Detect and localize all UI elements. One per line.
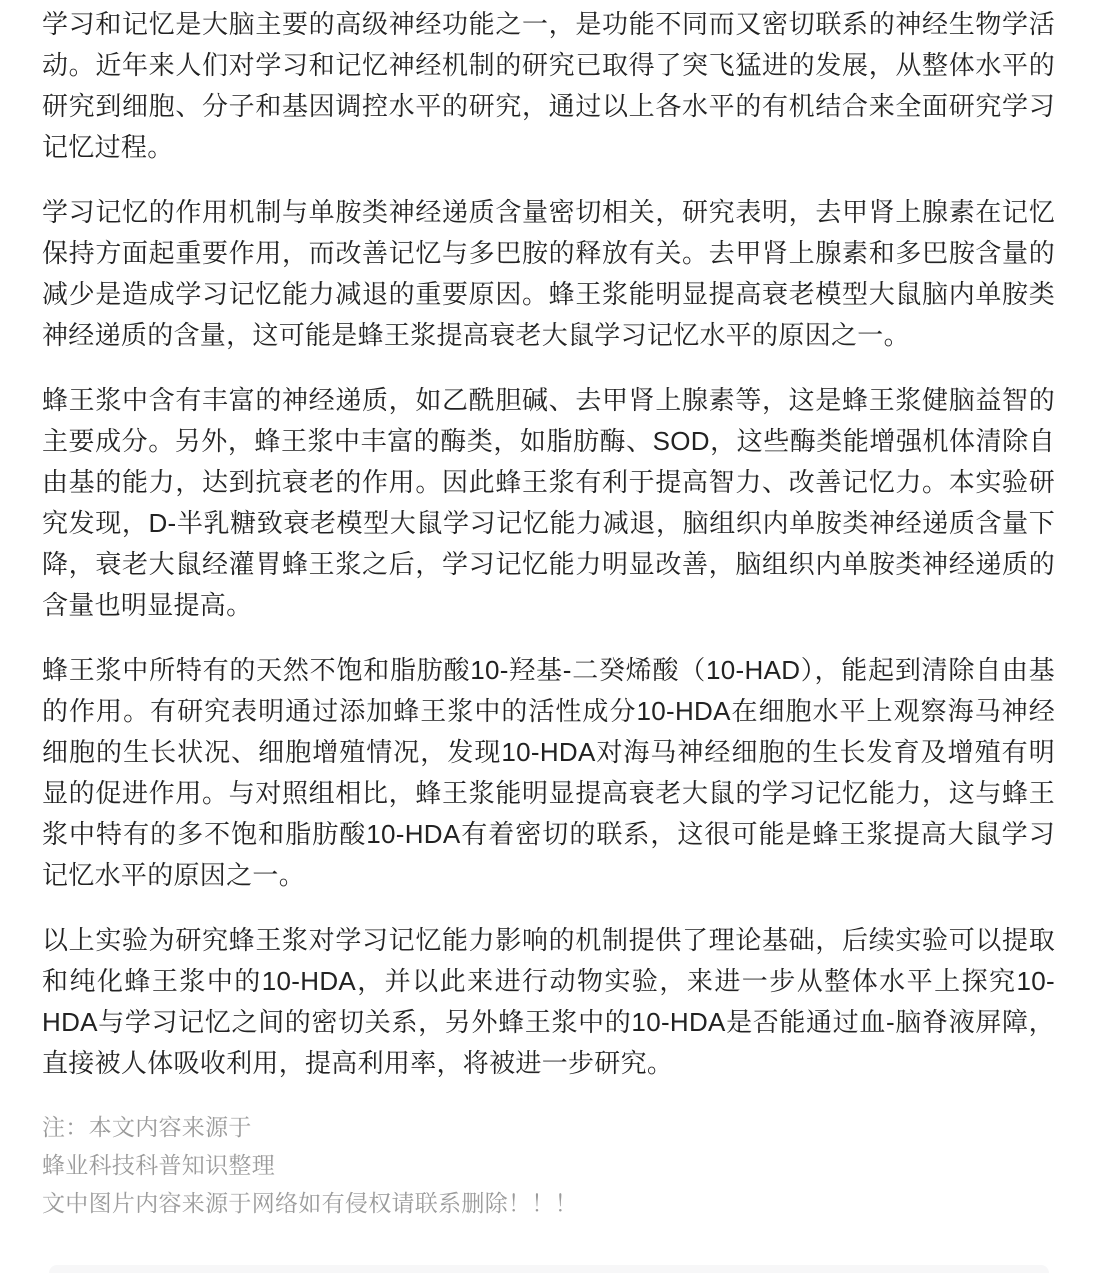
article-paragraph: 以上实验为研究蜂王浆对学习记忆能力影响的机制提供了理论基础，后续实验可以提取和纯化蜂王浆中的10-HDA，并以此来进行动物实验，来进一步从整体水平上探究10-HDA与学习记忆之间的密切关系，另外蜂王浆中的10-HDA是否能通过血-脑脊液屏障，直接被人体吸收利用，提高利用率，将被进一步研究。 (42, 925, 1055, 1078)
article-paragraph: 学习和记忆是大脑主要的高级神经功能之一，是功能不同而又密切联系的神经生物学活动。近年来人们对学习和记忆神经机制的研究已取得了突飞猛进的发展，从整体水平的研究到细胞、分子和基因调控水平的研究，通过以上各水平的有机结合来全面研究学习记忆过程。 (42, 9, 1055, 162)
source-note-line: 注：本文内容来源于 (42, 1114, 252, 1140)
article-paragraph: 学习记忆的作用机制与单胺类神经递质含量密切相关，研究表明，去甲肾上腺素在记忆保持方面起重要作用，而改善记忆与多巴胺的释放有关。去甲肾上腺素和多巴胺含量的减少是造成学习记忆能力减退的重要原因。蜂王浆能明显提高衰老模型大鼠脑内单胺类神经递质的含量，这可能是蜂王浆提高衰老大鼠学习记忆水平的原因之一。 (42, 197, 1055, 350)
article-paragraph: 蜂王浆中所特有的天然不饱和脂肪酸10-羟基-二癸烯酸（10-HAD），能起到清除自由基的作用。有研究表明通过添加蜂王浆中的活性成分10-HDA在细胞水平上观察海马神经细胞的生长状况、细胞增殖情况，发现10-HDA对海马神经细胞的生长发育及增殖有明显的促进作用。与对照组相比，蜂王浆能明显提高衰老大鼠的学习记忆能力，这与蜂王浆中特有的多不饱和脂肪酸10-HDA有着密切的联系，这很可能是蜂王浆提高大鼠学习记忆水平的原因之一。 (42, 655, 1055, 890)
disclaimer-note-line: 文中图片内容来源于网络如有侵权请联系删除！！！ (42, 1190, 578, 1216)
source-attribution-note (42, 1108, 1055, 1222)
next-section-card-top-edge (49, 1265, 1049, 1273)
source-note-line: 蜂业科技科普知识整理 (42, 1152, 275, 1178)
article-paragraph: 蜂王浆中含有丰富的神经递质，如乙酰胆碱、去甲肾上腺素等，这是蜂王浆健脑益智的主要成分。另外，蜂王浆中丰富的酶类，如脂肪酶、SOD，这些酶类能增强机体清除自由基的能力，达到抗衰老的作用。因此蜂王浆有利于提高智力、改善记忆力。本实验研究发现，D-半乳糖致衰老模型大鼠学习记忆能力减退，脑组织内单胺类神经递质含量下降，衰老大鼠经灌胃蜂王浆之后，学习记忆能力明显改善，脑组织内单胺类神经递质的含量也明显提高。 (42, 385, 1055, 620)
